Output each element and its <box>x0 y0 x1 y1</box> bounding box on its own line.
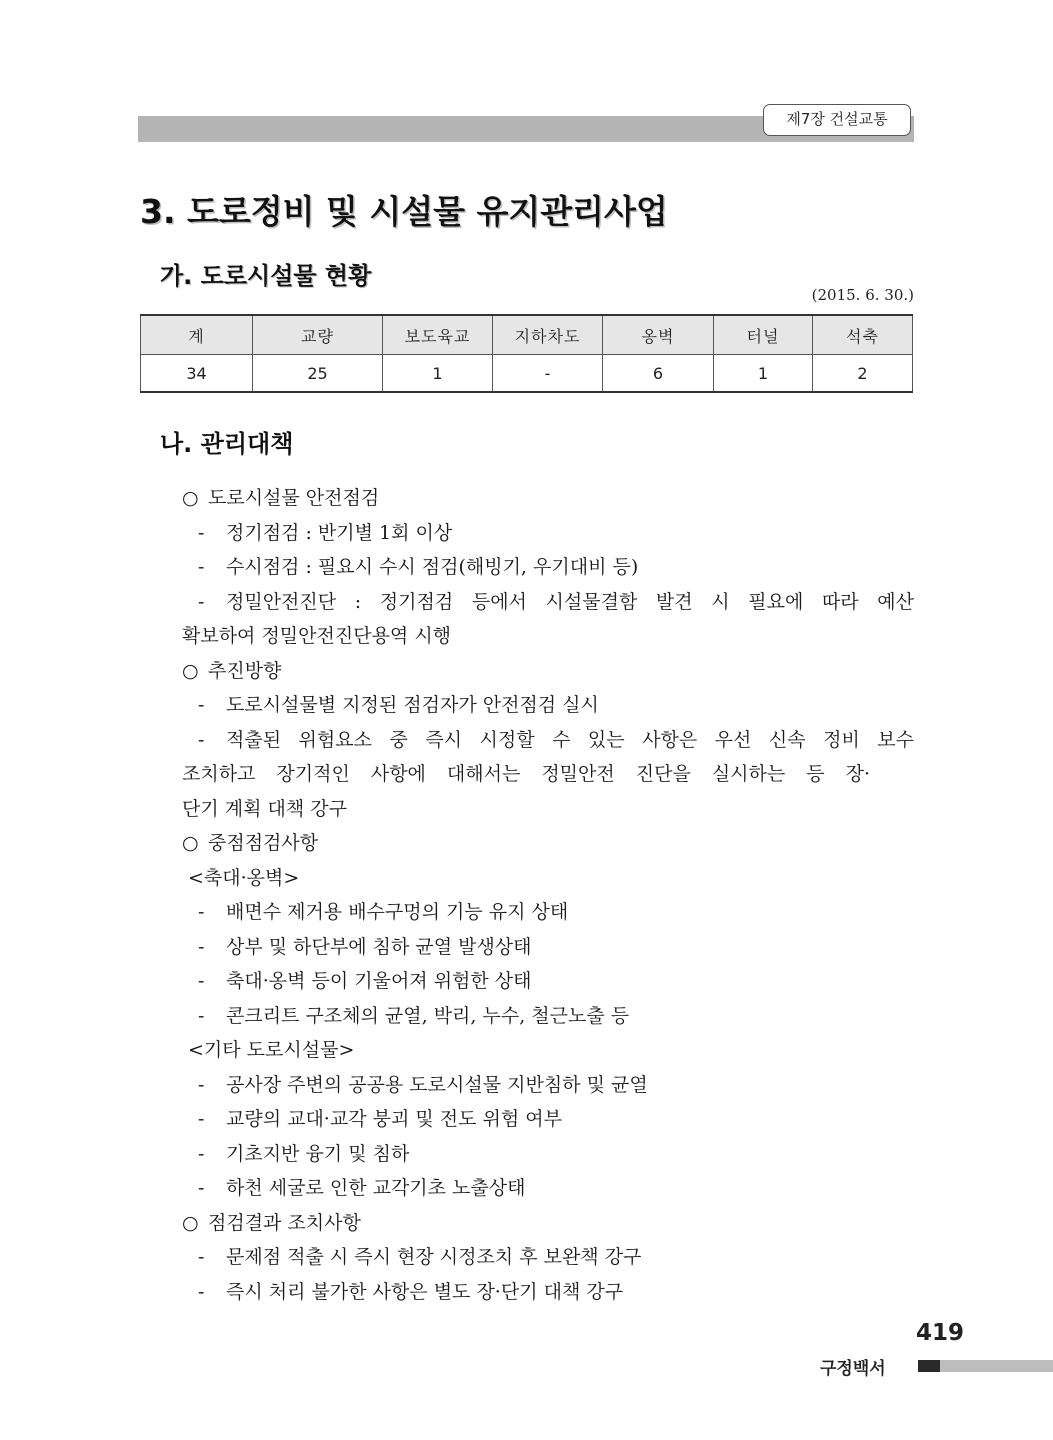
bullet-item <box>182 654 914 689</box>
dash-marker: - <box>198 728 205 751</box>
facility-table <box>140 314 913 393</box>
subsection-title-measures: 나. 관리대책 <box>160 430 294 458</box>
item-text: 정밀안전진단 : 정기점검 등에서 시설물결함 발견 시 필요에 따라 예산 <box>226 590 914 613</box>
header-total: 계 <box>141 315 253 355</box>
dash-marker: - <box>198 1108 205 1130</box>
bullet-item <box>182 1206 914 1241</box>
cell-tunnel: 1 <box>714 355 813 393</box>
item-text: 도로시설물 안전점검 <box>208 487 380 509</box>
cell-retaining-wall: 6 <box>603 355 714 393</box>
dash-marker: - <box>198 1073 205 1096</box>
dash-marker: - <box>198 1142 205 1165</box>
item-text: 콘크리트 구조체의 균열, 박리, 누수, 철근노출 등 <box>226 1004 630 1027</box>
list-item <box>182 1068 914 1103</box>
dash-marker: - <box>198 935 205 958</box>
cell-underpass: - <box>493 355 603 393</box>
circle-bullet-icon: ○ <box>182 1211 199 1234</box>
dash-marker: - <box>198 1280 205 1303</box>
list-item <box>182 1240 914 1275</box>
item-text: 배면수 제거용 배수구멍의 기능 유지 상태 <box>226 901 569 923</box>
subsection-title-status: 가. 도로시설물 현황 <box>160 262 372 290</box>
cell-pedestrian-bridge: 1 <box>383 355 493 393</box>
section-title: 3. 도로정비 및 시설물 유지관리사업 <box>140 192 668 231</box>
header-underpass: 지하차도 <box>493 315 603 355</box>
item-text: 확보하여 정밀안전진단용역 시행 <box>182 625 452 647</box>
header-pedestrian-bridge: 보도육교 <box>383 315 493 355</box>
dash-marker: - <box>198 1004 205 1027</box>
continuation-line <box>182 757 914 792</box>
footer-bar-dark <box>918 1360 940 1372</box>
item-text: 추진방향 <box>208 659 282 682</box>
item-text: 교량의 교대·교각 붕괴 및 전도 위험 여부 <box>226 1108 562 1130</box>
group-heading <box>182 861 914 896</box>
item-text: 중점점검사항 <box>208 832 319 854</box>
book-title: 구정백서 <box>820 1359 886 1379</box>
circle-bullet-icon: ○ <box>182 659 199 682</box>
chapter-tab: 제7장 건설교통 <box>763 104 911 136</box>
item-text: 상부 및 하단부에 침하 균열 발생상태 <box>226 935 532 958</box>
item-text: <축대·옹벽> <box>188 866 300 889</box>
dash-marker: - <box>198 590 205 613</box>
list-item <box>182 964 914 999</box>
item-text: 문제점 적출 시 즉시 현장 시정조치 후 보완책 강구 <box>226 1246 642 1268</box>
item-text: <기타 도로시설물> <box>188 1039 355 1061</box>
cell-bridge: 25 <box>253 355 383 393</box>
bullet-item <box>182 826 914 861</box>
header-retaining-wall: 옹벽 <box>603 315 714 355</box>
item-text: 즉시 처리 불가한 사항은 별도 장·단기 대책 강구 <box>226 1280 624 1303</box>
item-text: 조치하고 장기적인 사항에 대해서는 정밀안전 진단을 실시하는 등 장· <box>182 763 870 785</box>
item-text: 하천 세굴로 인한 교각기초 노출상태 <box>226 1177 526 1199</box>
continuation-line <box>182 792 914 827</box>
header-stone-wall: 석축 <box>813 315 913 355</box>
header-tunnel: 터널 <box>714 315 813 355</box>
continuation-line <box>182 619 914 654</box>
item-text: 축대·옹벽 등이 기울어져 위험한 상태 <box>226 970 532 992</box>
circle-bullet-icon: ○ <box>182 487 199 509</box>
table-row <box>141 355 913 393</box>
page-number: 419 <box>916 1320 965 1346</box>
list-item <box>182 1137 914 1172</box>
list-item <box>182 516 914 551</box>
list-item <box>182 930 914 965</box>
dash-marker: - <box>198 694 205 716</box>
item-text: 적출된 위험요소 중 즉시 시정할 수 있는 사항은 우선 신속 정비 보수 <box>226 728 914 751</box>
item-text: 도로시설물별 지정된 점검자가 안전점검 실시 <box>226 694 599 716</box>
measures-content <box>182 481 914 1309</box>
list-item <box>182 550 914 585</box>
group-heading <box>182 1033 914 1068</box>
list-item <box>182 688 914 723</box>
list-item <box>182 1275 914 1310</box>
list-item <box>182 723 914 758</box>
dash-marker: - <box>198 556 205 578</box>
header-bridge: 교량 <box>253 315 383 355</box>
item-text: 정기점검 : 반기별 1회 이상 <box>226 521 453 544</box>
list-item <box>182 1102 914 1137</box>
list-item <box>182 999 914 1034</box>
list-item <box>182 895 914 930</box>
dash-marker: - <box>198 970 205 992</box>
item-text: 점검결과 조치사항 <box>208 1211 361 1234</box>
list-item <box>182 585 914 620</box>
dash-marker: - <box>198 521 205 544</box>
bullet-item <box>182 481 914 516</box>
item-text: 수시점검 : 필요시 수시 점검(해빙기, 우기대비 등) <box>226 556 639 578</box>
footer-bar-light <box>940 1360 1053 1372</box>
date-note: (2015. 6. 30.) <box>811 286 914 304</box>
cell-total: 34 <box>141 355 253 393</box>
table-header-row <box>141 315 913 355</box>
list-item <box>182 1171 914 1206</box>
dash-marker: - <box>198 901 205 923</box>
cell-stone-wall: 2 <box>813 355 913 393</box>
item-text: 공사장 주변의 공공용 도로시설물 지반침하 및 균열 <box>226 1073 648 1096</box>
dash-marker: - <box>198 1177 205 1199</box>
item-text: 기초지반 융기 및 침하 <box>226 1142 410 1165</box>
circle-bullet-icon: ○ <box>182 832 199 854</box>
item-text: 단기 계획 대책 강구 <box>182 797 347 820</box>
dash-marker: - <box>198 1246 205 1268</box>
